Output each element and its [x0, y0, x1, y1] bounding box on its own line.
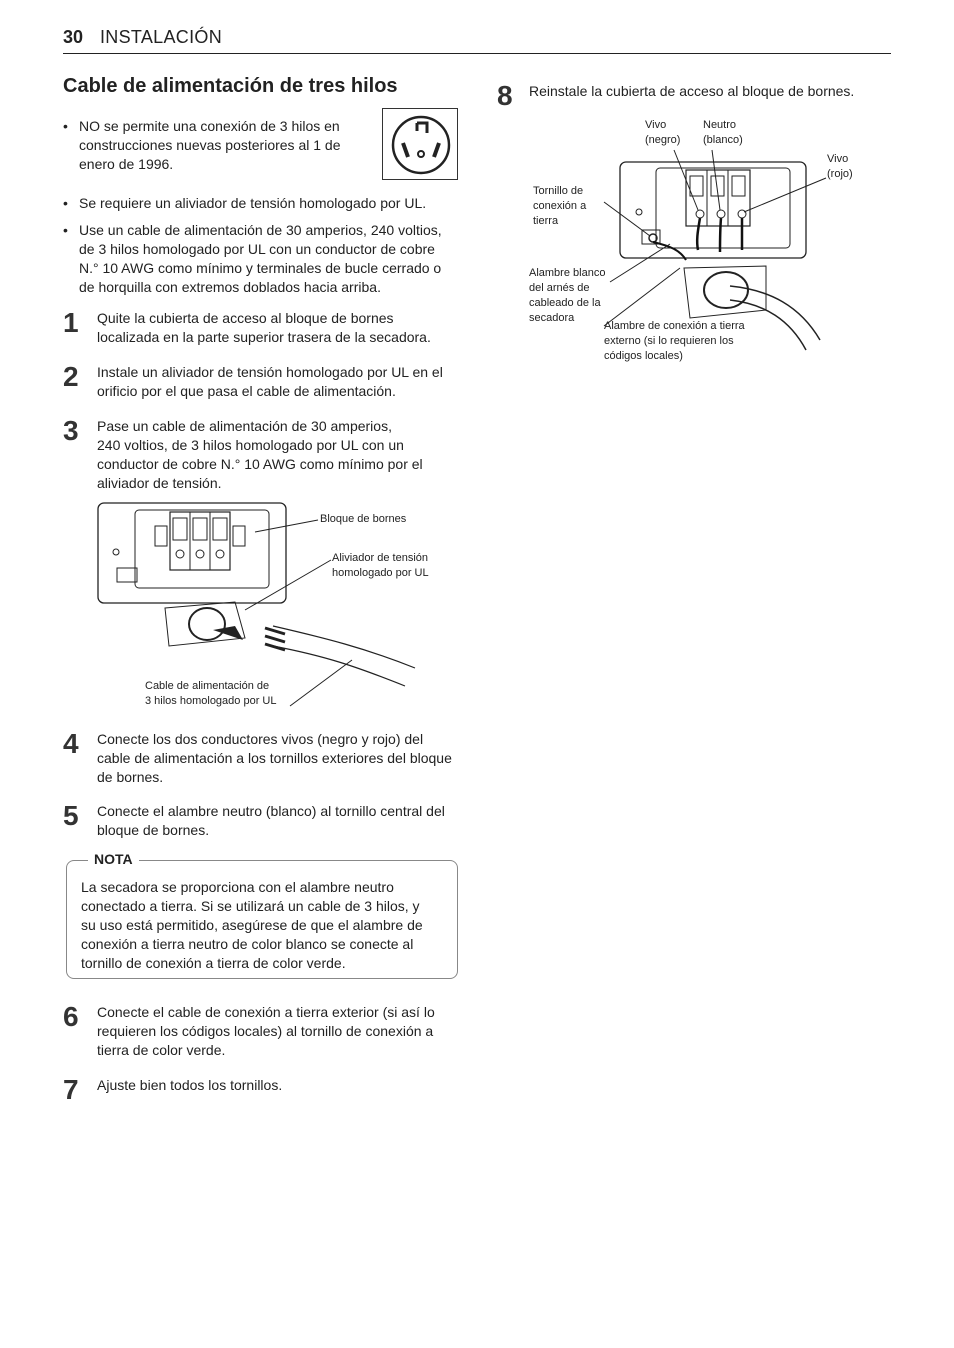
text-line: de bornes.	[97, 769, 164, 785]
label-white-harness-wire: Alambre blanco del arnés de cableado de la secadora	[529, 267, 606, 324]
note-text	[81, 878, 423, 973]
text-line: orificio por el que pasa el cable de alimentación.	[97, 383, 396, 399]
text-line: Reinstale la cubierta de acceso al bloque de bornes.	[529, 83, 855, 99]
section-title: INSTALACIÓN	[100, 27, 222, 47]
step-number: 8	[497, 80, 513, 111]
text-line: Conecte el alambre neutro (blanco) al tornillo central del	[97, 803, 445, 819]
step-number: 7	[63, 1074, 79, 1105]
text-line: NO se permite una conexión de 3 hilos en	[79, 118, 340, 134]
step-text	[97, 802, 445, 840]
step-text	[97, 417, 423, 493]
text-line: bloque de bornes.	[97, 822, 210, 838]
step-text	[97, 363, 443, 401]
text-line: conductor de cobre N.° 10 AWG como mínimo por el	[97, 456, 423, 472]
text-line: de 3 hilos homologado por UL con un conductor de cobre	[79, 241, 435, 257]
text-line: construcciones nuevas posteriores al 1 de	[79, 137, 341, 153]
label-live-black: Vivo (negro)	[645, 119, 681, 146]
text-line: 240 voltios, de 3 hilos homologado por UL con un	[97, 437, 404, 453]
label-live-red: Vivo (rojo)	[827, 153, 853, 180]
text-line: Quite la cubierta de acceso al bloque de bornes	[97, 310, 394, 326]
label-terminal-block: Bloque de bornes	[320, 513, 407, 525]
step-text	[529, 82, 854, 101]
text-line: tornillo de conexión a tierra de color verde.	[81, 955, 346, 971]
label-power-cord: Cable de alimentación de 3 hilos homologado por UL	[145, 680, 277, 707]
text-line: Instale un aliviador de tensión homologado por UL en el	[97, 364, 443, 380]
label-ground-screw: Tornillo de conexión a tierra	[533, 185, 587, 227]
text-line: enero de 1996.	[79, 156, 174, 172]
header-divider	[63, 53, 891, 54]
text-line: conectado a tierra. Si se utilizará un cable de 3 hilos, y	[81, 898, 420, 914]
text-line: La secadora se proporciona con el alambre neutro	[81, 879, 394, 895]
text-line: cable de alimentación a los tornillos exteriores del bloque	[97, 750, 452, 766]
label-external-ground-wire: Alambre de conexión a tierra externo (si lo requieren los códigos locales)	[604, 320, 745, 362]
text-line: de horquilla con extremos doblados hacia arriba.	[79, 279, 381, 295]
page-title: Cable de alimentación de tres hilos	[63, 75, 398, 97]
step-number: 3	[63, 415, 79, 446]
step-number: 2	[63, 361, 79, 392]
label-neutral-white: Neutro (blanco)	[703, 119, 743, 146]
step-text	[97, 309, 431, 347]
step-number: 1	[63, 307, 79, 338]
terminal-block-relief-diagram	[95, 498, 425, 708]
step-number: 6	[63, 1001, 79, 1032]
three-prong-outlet-icon	[382, 108, 458, 180]
text-line: Se requiere un aliviador de tensión homologado por UL.	[79, 195, 427, 211]
text-line: Pase un cable de alimentación de 30 amperios,	[97, 418, 392, 434]
text-line: Conecte el cable de conexión a tierra exterior (si así lo	[97, 1004, 435, 1020]
bullet-item: • NO se permite una conexión de 3 hilos en construcciones nuevas posteriores al 1 de enero de 1996.	[63, 118, 341, 172]
text-line: localizada en la parte superior trasera de la secadora.	[97, 329, 431, 345]
text-line: requieren los códigos locales) al tornillo de conexión a	[97, 1023, 434, 1039]
text-line: tierra de color verde.	[97, 1042, 226, 1058]
bullet-item: • Use un cable de alimentación de 30 amperios, 240 voltios, de 3 hilos homologado por UL con un conductor de cobre N.° 10 AWG como mínimo y terminales de bucle cerrado o de horquilla con extremos doblados hacia arriba.	[63, 222, 442, 295]
text-line: N.° 10 AWG como mínimo y terminales de bucle cerrado o	[79, 260, 442, 276]
step-text	[97, 1003, 435, 1060]
text-line: aliviador de tensión.	[97, 475, 222, 491]
step-text	[97, 1076, 282, 1095]
step-number: 5	[63, 800, 79, 831]
step-number: 4	[63, 728, 79, 759]
text-line: Conecte los dos conductores vivos (negro y rojo) del	[97, 731, 424, 747]
text-line: su uso está permitido, asegúrese de que el alambre de	[81, 917, 423, 933]
page-number: 30	[63, 27, 84, 47]
text-line: conexión a tierra neutro de color blanco se conecte al	[81, 936, 414, 952]
note-title: NOTA	[88, 851, 139, 867]
text-line: Use un cable de alimentación de 30 amperios, 240 voltios,	[79, 222, 442, 238]
text-line: Ajuste bien todos los tornillos.	[97, 1077, 283, 1093]
label-strain-relief: Aliviador de tensión homologado por UL	[332, 552, 429, 579]
bullet-item: • Se requiere un aliviador de tensión homologado por UL.	[63, 195, 427, 211]
step-text	[97, 730, 452, 787]
